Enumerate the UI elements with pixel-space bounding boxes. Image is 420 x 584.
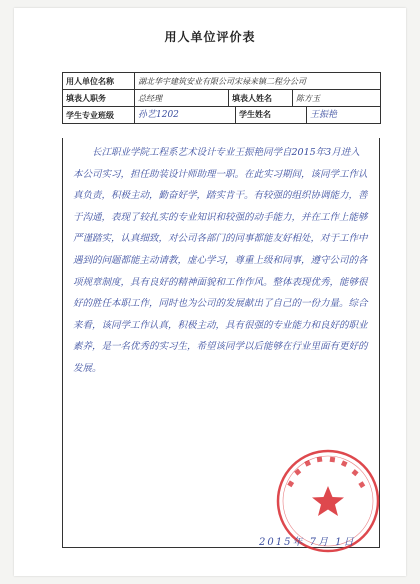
filler-position-label: 填表人职务 (63, 90, 135, 107)
employer-label: 用人单位名称 (63, 73, 135, 90)
signature-date: 2015年 7月 1日 (259, 537, 356, 548)
document-title: 用人单位评价表 (164, 30, 256, 44)
employer-value: 湖北华宇建筑安业有限公司宋禄来镇二程分公司 (135, 73, 381, 90)
evaluation-text: 长江职业学院工程系艺术设计专业王振艳同学自2015年3月进入本公司实习，担任助装设计师助理一职。在此实习期间，该同学工作认真负责，积极主动，勤奋好学，踏实肯干。有较强的组织协调能力，善于沟通，表现了较扎实的专业知识和较强的动手能力，并在工作上能够严谨踏实，认真细致，对公司各部门的同事都能友好相处，对于工作中遇到的问题都能主动请教，虚心学习，尊重上级和同事，遵守公司的各项规章制度，具有良好的精神面貌和工作作风。整体表现优秀，能够很好的胜任本职工作，同时也为公司的发展献出了自己的一份力量。综合来看，该同学工作认真，积极主动，具有很强的专业能力和良好的职业素养，是一名优秀的实习生，希望该同学以后能够在行业里面有更好的发展。 (73, 147, 368, 374)
filler-position-value: 总经理 (135, 90, 229, 107)
info-table (62, 72, 381, 124)
major-class-label: 学生专业班级 (63, 107, 135, 124)
major-class-value: 孙艺1202 (135, 107, 236, 123)
student-name-label: 学生姓名 (236, 107, 307, 123)
document-page (14, 8, 406, 576)
filler-name-value: 陈方玉 (293, 90, 381, 107)
filler-name-label: 填表人姓名 (229, 90, 293, 107)
student-name-value: 王振艳 (310, 110, 338, 120)
evaluation-box (62, 138, 380, 548)
